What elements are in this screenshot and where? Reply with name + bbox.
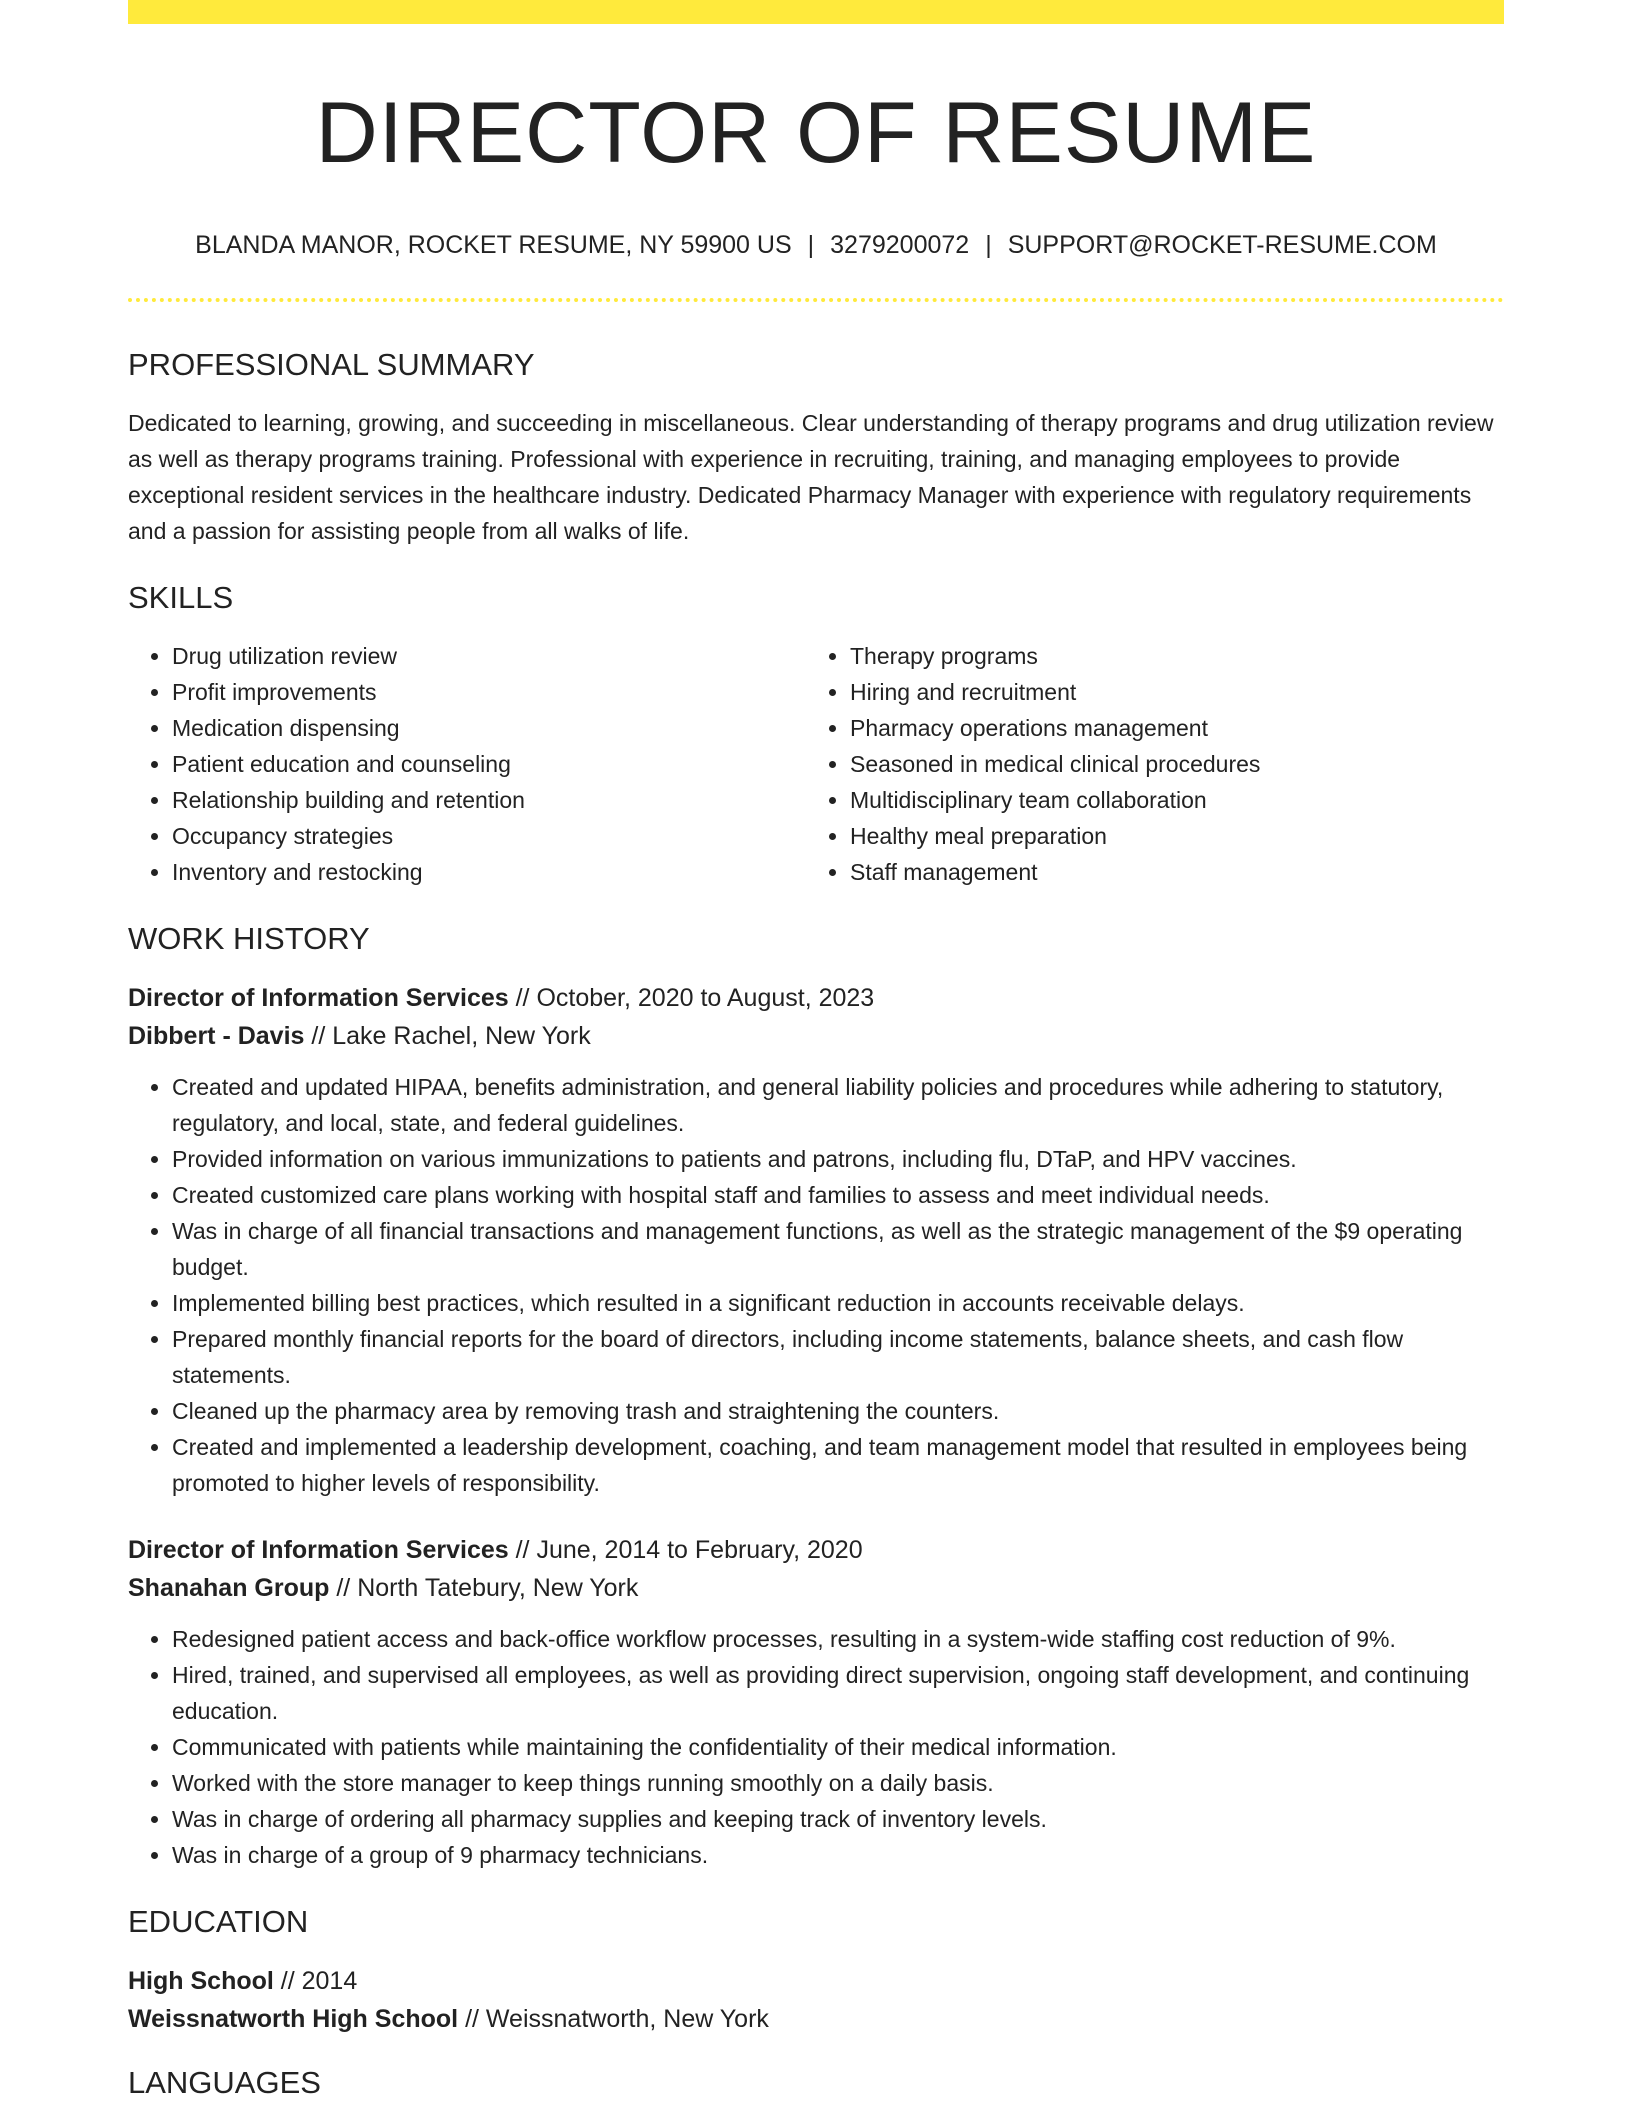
job-bullet: • Was in charge of all financial transactions and management functions, as well as the strategic management of the $9 operating budget. [172,1213,1504,1285]
skill-item: • Therapy programs [850,638,1484,674]
skill-item: • Healthy meal preparation [850,818,1484,854]
top-accent-bar [128,0,1504,24]
contact-line [128,229,1504,262]
job-company-line [128,1569,1504,1607]
job-bullet: • Worked with the store manager to keep things running smoothly on a daily basis. [172,1765,1504,1801]
skill-item: • Hiring and recruitment [850,674,1484,710]
job-bullet: • Prepared monthly financial reports for the board of directors, including income statements, balance sheets, and cash flow statements. [172,1321,1504,1393]
job-bullet: • Redesigned patient access and back-office workflow processes, resulting in a system-wide staffing cost reduction of 9%. [172,1621,1504,1657]
job-location: // Lake Rachel, New York [311,1022,591,1051]
skill-item: • Drug utilization review [172,638,806,674]
contact-separator: | [985,231,992,260]
job-bullet: • Cleaned up the pharmacy area by removing trash and straightening the counters. [172,1393,1504,1429]
skill-item: • Pharmacy operations management [850,710,1484,746]
job-location: // North Tatebury, New York [336,1574,639,1603]
job-bullets [128,1621,1504,1873]
job-bullet: • Created and updated HIPAA, benefits administration, and general liability policies and procedures while adhering to statutory, regulatory, and local, state, and federal guidelines. [172,1069,1504,1141]
skill-item: • Staff management [850,854,1484,890]
dotted-divider [128,298,1504,302]
education-degree-line [128,1962,1504,2000]
education-school-line [128,2000,1504,2038]
resume-page [128,0,1504,2102]
education-school: Weissnatworth High School [128,2005,459,2034]
job-bullet: • Hired, trained, and supervised all employees, as well as providing direct supervision, ongoing staff development, and continuing education. [172,1657,1504,1729]
contact-address: BLANDA MANOR, ROCKET RESUME, NY 59900 US [195,231,792,260]
skill-item: • Inventory and restocking [172,854,806,890]
job-company: Dibbert - Davis [128,1022,305,1051]
job-company-line [128,1017,1504,1055]
skills-columns [128,638,1504,890]
job-title-line [128,1531,1504,1569]
skill-item: • Medication dispensing [172,710,806,746]
job-role: Director of Information Services [128,984,509,1013]
contact-email: SUPPORT@ROCKET-RESUME.COM [1007,231,1437,260]
skill-item: • Seasoned in medical clinical procedures [850,746,1484,782]
job-title-line [128,979,1504,1017]
job-bullet: • Was in charge of ordering all pharmacy supplies and keeping track of inventory levels. [172,1801,1504,1837]
job-bullet: • Communicated with patients while maintaining the confidentiality of their medical information. [172,1729,1504,1765]
job-dates: // June, 2014 to February, 2020 [515,1536,863,1565]
job-bullet: • Created customized care plans working with hospital staff and families to assess and meet individual needs. [172,1177,1504,1213]
skill-item: • Occupancy strategies [172,818,806,854]
job-company: Shanahan Group [128,1574,330,1603]
job-bullet: • Implemented billing best practices, which resulted in a significant reduction in accounts receivable delays. [172,1285,1504,1321]
job-bullet: • Created and implemented a leadership development, coaching, and team management model that resulted in employees being promoted to higher levels of responsibility. [172,1429,1504,1501]
education-entry [128,1962,1504,2038]
job-bullet: • Provided information on various immunizations to patients and patrons, including flu, DTaP, and HPV vaccines. [172,1141,1504,1177]
education-title: EDUCATION [128,1904,309,1940]
job-bullet: • Was in charge of a group of 9 pharmacy technicians. [172,1837,1504,1873]
education-year: // 2014 [280,1967,358,1996]
skill-item: • Profit improvements [172,674,806,710]
job-entry [128,979,1504,1501]
skills-title: SKILLS [128,579,234,615]
education-degree: High School [128,1967,274,1996]
languages-title: LANGUAGES [128,2065,321,2101]
skill-item: • Patient education and counseling [172,746,806,782]
skill-item: • Multidisciplinary team collaboration [850,782,1484,818]
skills-right-list [806,638,1484,890]
job-role: Director of Information Services [128,1536,509,1565]
education-location: // Weissnatworth, New York [465,2005,769,2034]
resume-name: DIRECTOR OF RESUME [315,85,1317,181]
summary-text: Dedicated to learning, growing, and succeeding in miscellaneous. Clear understanding of therapy programs and drug utilization review as well as therapy programs training. Professional with experience in recruiting, training, and managing employees to provide exceptional resident services in the healthcare industry. Dedicated Pharmacy Manager with experience with regulatory requirements and a passion for assisting people from all walks of life. [128,409,1494,544]
work-history-title: WORK HISTORY [128,921,370,957]
skills-left-list [128,638,806,890]
job-entry [128,1531,1504,1873]
skill-item: • Relationship building and retention [172,782,806,818]
contact-phone: 3279200072 [830,231,970,260]
job-dates: // October, 2020 to August, 2023 [515,984,875,1013]
summary-title: PROFESSIONAL SUMMARY [128,346,535,382]
job-bullets [128,1069,1504,1501]
contact-separator: | [807,231,815,260]
